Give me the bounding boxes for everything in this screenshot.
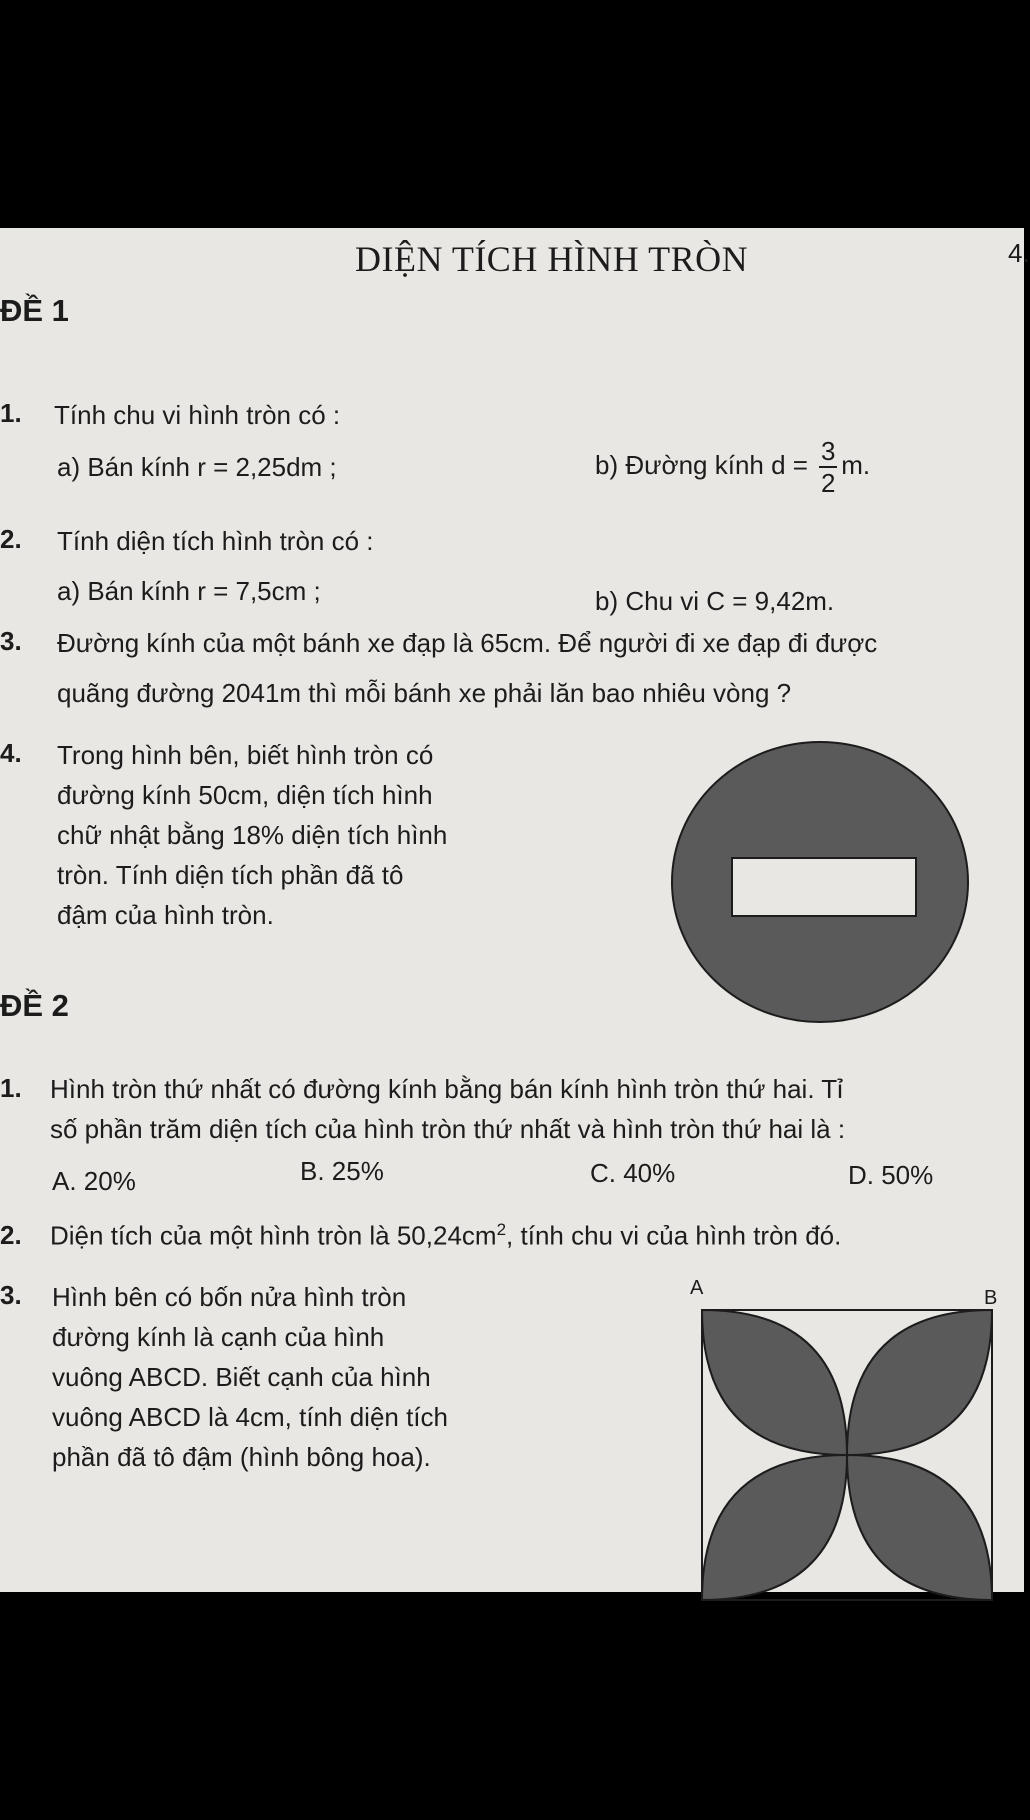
q3-line2: quãng đường 2041m thì mỗi bánh xe phải lăn bao nhiêu vòng ? <box>57 678 792 708</box>
de2-q2-text <box>50 1220 841 1252</box>
area-unit-exponent: 2 <box>496 1220 507 1239</box>
q3-number: 3. <box>0 626 22 656</box>
de2-q3-line: phần đã tô đậm (hình bông hoa). <box>52 1442 431 1472</box>
q2-text: Tính diện tích hình tròn có : <box>57 526 374 556</box>
vertex-label-b: B <box>984 1287 998 1309</box>
q4-line: đường kính 50cm, diện tích hình <box>57 780 433 810</box>
de2-q3-line: vuông ABCD là 4cm, tính diện tích <box>52 1402 448 1432</box>
vertex-label-a: A <box>690 1277 704 1299</box>
page-title: DIỆN TÍCH HÌNH TRÒN <box>355 239 749 279</box>
section-de2-heading: ĐỀ 2 <box>0 988 69 1023</box>
fraction <box>819 438 837 496</box>
de2-q3-number: 3. <box>0 1280 22 1310</box>
de2-q1-line2: số phần trăm diện tích của hình tròn thứ nhất và hình tròn thứ hai là : <box>50 1114 846 1144</box>
answer-option-d: D. 50% <box>848 1160 934 1190</box>
q1-text: Tính chu vi hình tròn có : <box>54 400 341 430</box>
q2-part-a: a) Bán kính r = 7,5cm ; <box>57 576 321 606</box>
answer-option-a: A. 20% <box>52 1166 136 1196</box>
petal <box>702 1455 847 1600</box>
q1-part-a: a) Bán kính r = 2,25dm ; <box>57 452 337 482</box>
circle-rectangle-figure <box>670 740 970 1024</box>
de2-q2-text-before: Diện tích của một hình tròn là 50,24cm <box>50 1220 497 1251</box>
q3-line1: Đường kính của một bánh xe đạp là 65cm. Để người đi xe đạp đi được <box>57 628 878 658</box>
de2-q1-number: 1. <box>0 1073 22 1103</box>
page-corner-mark: 4. <box>1008 238 1030 268</box>
de2-q1-line1: Hình tròn thứ nhất có đường kính bằng bán kính hình tròn thứ hai. Tỉ <box>50 1074 843 1104</box>
q1-number: 1. <box>0 398 22 428</box>
de2-q2-text-after: , tính chu vi của hình tròn đó. <box>506 1220 842 1251</box>
petal <box>847 1310 992 1455</box>
q2-part-b: b) Chu vi C = 9,42m. <box>595 586 835 616</box>
fraction-numerator: 3 <box>820 436 836 466</box>
flower-petals <box>702 1310 992 1600</box>
q4-line: chữ nhật bằng 18% diện tích hình <box>57 820 448 850</box>
q1-part-b-prefix: b) Đường kính d = <box>595 449 808 480</box>
answer-option-c: C. 40% <box>590 1158 676 1188</box>
q4-line: Trong hình bên, biết hình tròn có <box>57 740 434 770</box>
de2-q3-line: vuông ABCD. Biết cạnh của hình <box>52 1362 431 1392</box>
q1-part-b-unit: m. <box>841 449 871 480</box>
section-de1-heading: ĐỀ 1 <box>0 293 69 328</box>
petal <box>702 1310 847 1455</box>
inner-rectangle <box>732 858 916 916</box>
q2-number: 2. <box>0 524 22 554</box>
q4-number: 4. <box>0 738 22 768</box>
q4-line: tròn. Tính diện tích phần đã tô <box>57 860 404 890</box>
de2-q3-line: Hình bên có bốn nửa hình tròn <box>52 1282 407 1312</box>
de2-q3-line: đường kính là cạnh của hình <box>52 1322 385 1352</box>
q1-part-b <box>595 438 870 496</box>
petal <box>847 1455 992 1600</box>
fraction-denominator: 2 <box>820 468 836 498</box>
answer-option-b: B. 25% <box>300 1156 384 1186</box>
flower-square-figure <box>680 1268 1024 1592</box>
textbook-page <box>0 228 1030 1592</box>
q4-line: đậm của hình tròn. <box>57 900 274 930</box>
de2-q2-number: 2. <box>0 1220 22 1250</box>
